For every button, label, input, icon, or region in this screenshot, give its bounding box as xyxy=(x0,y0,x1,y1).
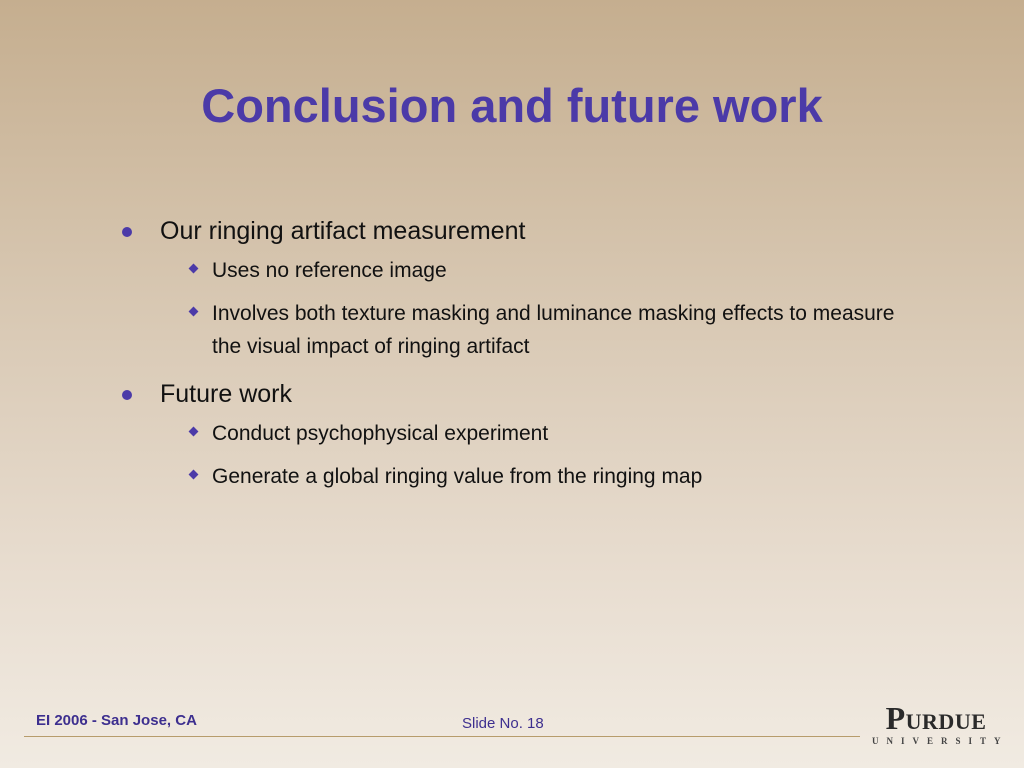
sub-bullet-text: Uses no reference image xyxy=(212,259,447,282)
bullet-dot-icon xyxy=(122,227,132,237)
footer-slide-number: Slide No. 18 xyxy=(462,715,544,732)
sub-bullet-list xyxy=(122,254,902,363)
diamond-bullet-icon xyxy=(189,307,199,317)
logo-subtitle: UNIVERSITY xyxy=(872,736,1009,746)
bullet-item xyxy=(122,375,902,413)
slide-title: Conclusion and future work xyxy=(201,79,823,132)
sub-bullet-text: Involves both texture masking and luminance masking effects to measure the visual impact of ringing artifact xyxy=(212,302,895,358)
bullet-item xyxy=(122,212,902,250)
footer-divider xyxy=(24,736,860,737)
sub-bullet-item xyxy=(122,254,902,287)
logo-name: Purdue xyxy=(885,700,987,736)
bullet-dot-icon xyxy=(122,390,132,400)
slide-content xyxy=(122,212,902,505)
sub-bullet-item xyxy=(122,417,902,450)
sub-bullet-text: Generate a global ringing value from the ringing map xyxy=(212,465,703,488)
purdue-logo xyxy=(866,700,1009,747)
sub-bullet-text: Conduct psychophysical experiment xyxy=(212,422,549,445)
bullet-text: Our ringing artifact measurement xyxy=(160,217,526,245)
sub-bullet-list xyxy=(122,417,902,493)
diamond-bullet-icon xyxy=(189,427,199,437)
bullet-text: Future work xyxy=(160,380,292,408)
footer-conference: EI 2006 - San Jose, CA xyxy=(36,712,197,729)
diamond-bullet-icon xyxy=(189,470,199,480)
sub-bullet-item xyxy=(122,460,902,493)
sub-bullet-item xyxy=(122,297,902,363)
diamond-bullet-icon xyxy=(189,264,199,274)
